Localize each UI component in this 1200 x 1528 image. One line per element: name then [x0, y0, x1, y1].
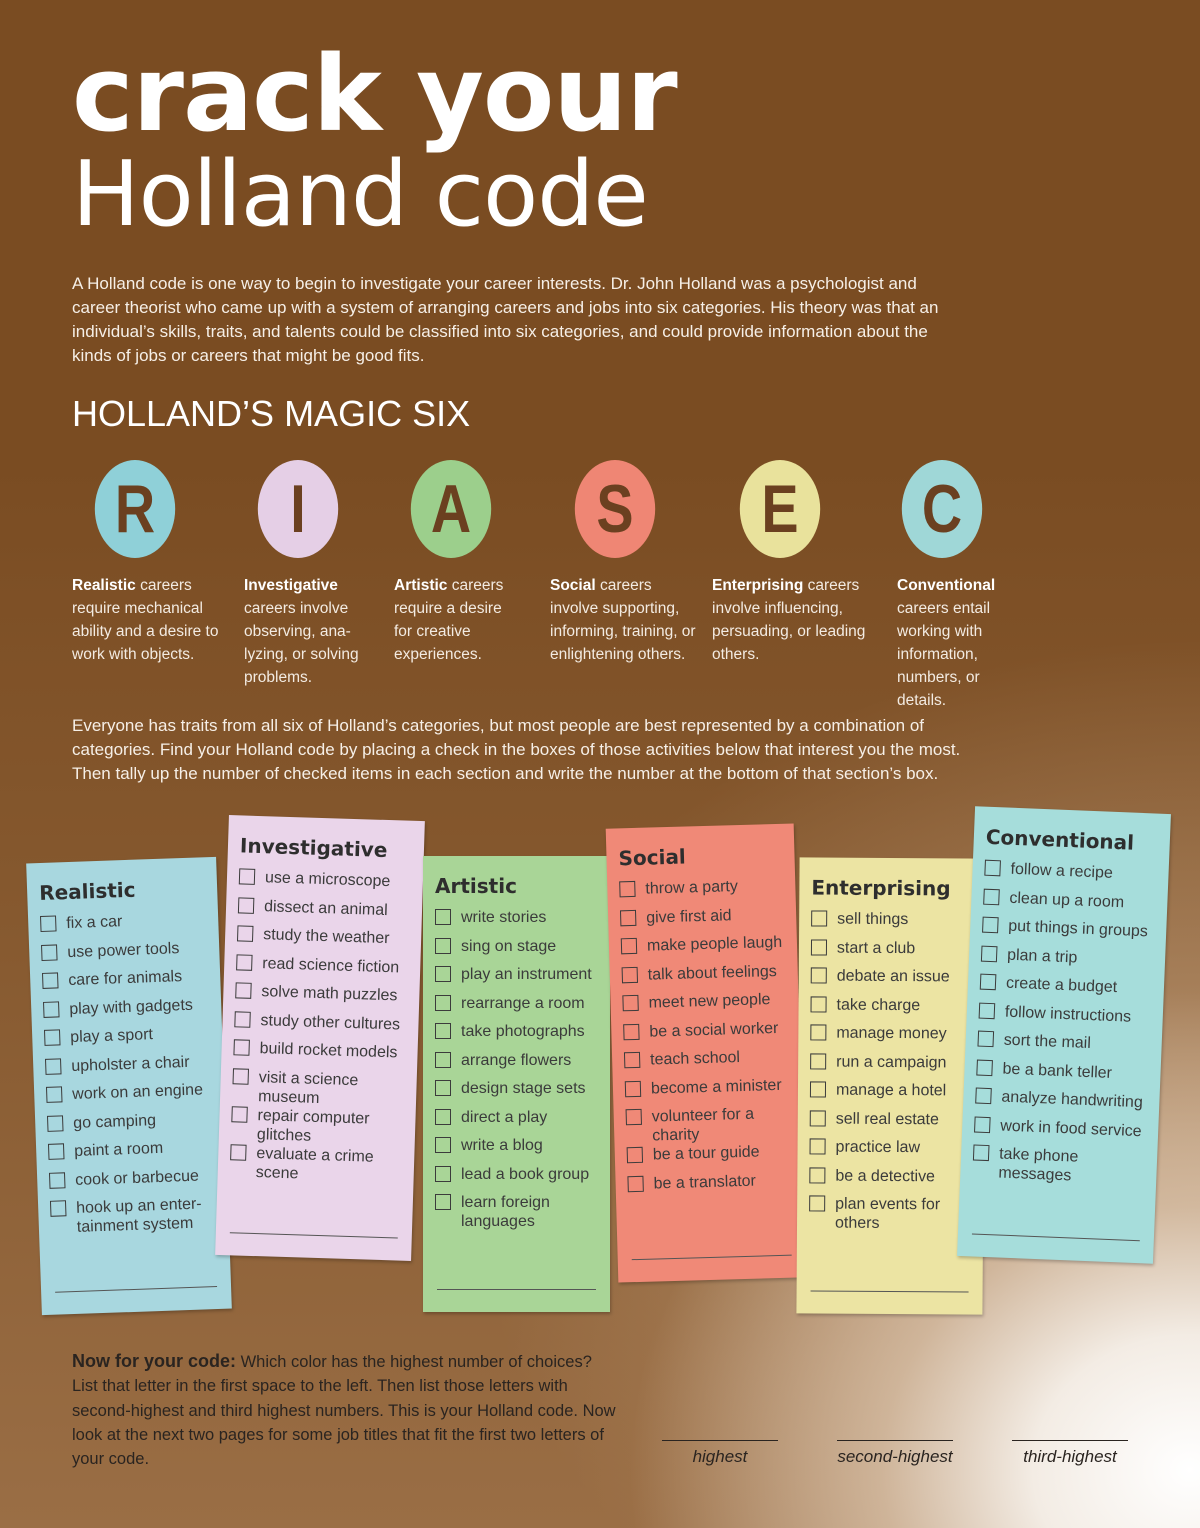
tally-line[interactable]: [972, 1233, 1140, 1241]
checkbox-item[interactable]: [625, 1075, 792, 1108]
checkbox[interactable]: [236, 954, 252, 970]
checkbox[interactable]: [435, 995, 451, 1011]
checkbox[interactable]: [435, 1137, 451, 1153]
checkbox[interactable]: [810, 1081, 826, 1097]
checkbox-label: play with gadgets: [68, 996, 194, 1018]
card-title: Artistic: [435, 874, 517, 898]
code-slot-line[interactable]: [662, 1440, 778, 1441]
checkbox-label: hook up an enter-tainment system: [75, 1195, 202, 1236]
letter-circle-r: R: [95, 460, 175, 558]
checkbox-label: work in food service: [999, 1117, 1142, 1140]
checkbox-label: care for animals: [67, 968, 183, 990]
checkbox-item[interactable]: [810, 1052, 974, 1082]
checkbox[interactable]: [435, 938, 451, 954]
card-investigative: [215, 815, 425, 1261]
checkbox-item[interactable]: [972, 1143, 1147, 1188]
checkbox-label: dissect an animal: [263, 897, 388, 919]
checkbox-label: clean up a room: [1009, 889, 1125, 911]
checkbox[interactable]: [44, 1029, 61, 1046]
checkbox[interactable]: [622, 966, 638, 982]
checkbox[interactable]: [976, 1059, 993, 1076]
checkbox-label: run a campaign: [836, 1053, 947, 1071]
checkbox-item[interactable]: [811, 966, 975, 996]
title-line-2: Holland code: [72, 142, 648, 247]
checkbox-label: write stories: [461, 909, 547, 926]
checkbox-label: solve math puzzles: [261, 983, 398, 1005]
checkbox-item[interactable]: [231, 1105, 406, 1148]
desc-enterprising: Enterprising careers involve influencing, persuading, or leading others.: [712, 577, 866, 663]
checkbox-label: volunteer for a charity: [651, 1105, 755, 1145]
checkbox-label: rearrange a room: [461, 994, 585, 1012]
checkbox[interactable]: [979, 1002, 996, 1019]
checkbox[interactable]: [625, 1080, 641, 1096]
checkbox-label: plan events for others: [834, 1195, 941, 1232]
checkbox[interactable]: [435, 1194, 451, 1210]
card-title: Investigative: [239, 833, 388, 863]
desc-artistic: Artistic careers require a desire for creative experiences.: [394, 577, 504, 663]
checkbox-label: arrange flowers: [461, 1051, 572, 1069]
checkbox[interactable]: [435, 1109, 451, 1125]
code-slot-label: second-highest: [837, 1447, 953, 1466]
checkbox-label: debate an issue: [836, 967, 950, 986]
checkbox[interactable]: [809, 1195, 825, 1211]
checkbox[interactable]: [627, 1175, 643, 1191]
card-realistic: [26, 857, 232, 1315]
checkbox[interactable]: [238, 897, 254, 913]
checkbox[interactable]: [623, 1023, 639, 1039]
checkbox[interactable]: [975, 1088, 992, 1105]
card-conventional: [957, 806, 1171, 1264]
checkbox[interactable]: [983, 888, 1000, 905]
checkbox-label: repair computer glitches: [256, 1106, 370, 1145]
checkbox-label: use a microscope: [264, 869, 391, 891]
checkbox[interactable]: [235, 982, 251, 998]
checkbox-item[interactable]: [435, 1136, 600, 1165]
checkbox[interactable]: [233, 1039, 249, 1055]
checkbox[interactable]: [810, 1024, 826, 1040]
card-title: Realistic: [38, 877, 136, 906]
instructions-paragraph: Everyone has traits from all six of Holland’s categories, but most people are best represented by a combination of categories. Find your Holland code by placing a check in the boxes of those activities below that interest you the most. Then tally up the number of checked items in each section and write the number at the bottom of that section’s box.: [72, 716, 961, 783]
code-slot-highest[interactable]: [662, 1440, 778, 1467]
checkbox-label: throw a party: [645, 878, 739, 898]
checkbox-label: manage money: [836, 1024, 947, 1043]
checkbox[interactable]: [811, 939, 827, 955]
code-slot-label: third-highest: [1023, 1447, 1117, 1466]
checkbox-label: sort the mail: [1003, 1031, 1092, 1053]
checkbox-item[interactable]: [810, 1023, 974, 1053]
checkbox-label: study the weather: [262, 926, 390, 948]
checkbox[interactable]: [977, 1031, 994, 1048]
title-line-1: crack your: [72, 33, 677, 155]
checkbox-label: put things in groups: [1007, 917, 1149, 941]
letter-circle-i: I: [258, 460, 338, 558]
checkbox-label: sing on stage: [461, 937, 557, 955]
checkbox[interactable]: [234, 1011, 250, 1027]
checkbox-item[interactable]: [435, 1051, 600, 1080]
checkbox-label: read science fiction: [262, 954, 400, 976]
checkbox-item[interactable]: [435, 965, 600, 994]
code-body: Which color has the highest number of choices? List that letter in the first space to the left. Then list those letters with second-highest and third highest numbers. This is your Holland code. Now look at the next two pages for some job titles that fit the first two letters of your code.: [72, 1353, 616, 1469]
checkbox-item[interactable]: [622, 990, 789, 1023]
checkbox-label: be a social worker: [649, 1019, 779, 1041]
checkbox[interactable]: [435, 909, 451, 925]
checkbox[interactable]: [811, 910, 827, 926]
checkbox-label: create a budget: [1005, 974, 1118, 997]
card-title: Enterprising: [811, 875, 951, 901]
checkbox-label: make people laugh: [646, 933, 783, 955]
checkbox-item[interactable]: [624, 1047, 791, 1080]
checkbox-item[interactable]: [50, 1194, 219, 1238]
checkbox[interactable]: [622, 995, 638, 1011]
code-lead: Now for your code:: [72, 1351, 237, 1371]
checkbox[interactable]: [811, 967, 827, 983]
checkbox[interactable]: [620, 909, 636, 925]
checkbox-item[interactable]: [623, 1018, 790, 1051]
checkbox-item[interactable]: [809, 1194, 973, 1233]
checkbox[interactable]: [810, 1138, 826, 1154]
checkbox[interactable]: [435, 966, 451, 982]
checkbox-label: play a sport: [69, 1026, 154, 1047]
checkbox[interactable]: [981, 945, 998, 962]
checkbox-label: talk about feelings: [647, 962, 777, 984]
checkbox-item[interactable]: [619, 876, 786, 909]
checkbox[interactable]: [231, 1106, 247, 1122]
checkbox-label: be a translator: [653, 1172, 757, 1193]
checkbox-label: take phone messages: [998, 1145, 1079, 1185]
checkbox-item[interactable]: [620, 904, 787, 937]
checkbox-label: sell real estate: [835, 1110, 939, 1128]
desc-realistic: Realistic careers require mechanical ability and a desire to work with objects.: [72, 577, 219, 663]
checkbox[interactable]: [809, 1167, 825, 1183]
checkbox[interactable]: [982, 917, 999, 934]
checkbox-item[interactable]: [435, 1022, 600, 1051]
code-slot-label: highest: [692, 1447, 748, 1466]
code-slot-line[interactable]: [837, 1440, 953, 1441]
checkbox-label: sell things: [837, 910, 909, 929]
tally-line[interactable]: [811, 1290, 969, 1292]
checkbox[interactable]: [810, 1053, 826, 1069]
checkbox[interactable]: [43, 1001, 60, 1018]
checkbox-label: cook or barbecue: [74, 1167, 200, 1189]
card-social: [606, 823, 807, 1282]
checkbox-label: upholster a chair: [70, 1053, 190, 1075]
checkbox-item[interactable]: [621, 933, 788, 966]
checkbox-item[interactable]: [435, 994, 600, 1023]
checkbox[interactable]: [621, 938, 637, 954]
checkbox-item[interactable]: [232, 1067, 407, 1110]
checkbox-item[interactable]: [622, 961, 789, 994]
card-title: Conventional: [985, 824, 1135, 855]
code-slot-third-highest[interactable]: [1012, 1440, 1128, 1467]
desc-conventional: Conventional careers entail working with information, numbers, or details.: [897, 577, 996, 709]
checkbox[interactable]: [973, 1144, 990, 1161]
checkbox-label: take charge: [836, 996, 921, 1014]
magic-six-heading: HOLLAND’S MAGIC SIX: [72, 393, 471, 434]
code-instructions: [72, 1349, 617, 1471]
desc-investigative: Investigative careers involve observing, ana-lyzing, or solving problems.: [244, 577, 359, 686]
checkbox-item[interactable]: [627, 1170, 794, 1203]
checkbox-label: start a club: [836, 939, 916, 957]
checkbox-item[interactable]: [810, 1080, 974, 1110]
checkbox-label: become a minister: [650, 1076, 782, 1098]
checkbox[interactable]: [811, 996, 827, 1012]
checkbox-label: plan a trip: [1006, 946, 1078, 966]
tally-line[interactable]: [437, 1289, 596, 1290]
checkbox-label: paint a room: [73, 1139, 164, 1160]
checkbox-label: follow instructions: [1004, 1003, 1132, 1026]
checkbox[interactable]: [45, 1058, 62, 1075]
checkbox-label: be a detective: [835, 1167, 936, 1185]
checkbox-label: work on an engine: [71, 1081, 204, 1103]
intro-paragraph: A Holland code is one way to begin to investigate your career interests. Dr. John Holland was a psychologist and career theorist who came up with a system of arranging careers and jobs into six categories. His theory was that an individual’s skills, traits, and talents could be classified into six categories, and could provide information about the kinds of jobs or careers that might be good fits.: [72, 274, 939, 365]
checkbox-label: visit a science museum: [257, 1068, 359, 1107]
checkbox-item[interactable]: [626, 1104, 793, 1147]
checkbox-item[interactable]: [809, 1137, 973, 1167]
checkbox[interactable]: [435, 1052, 451, 1068]
checkbox[interactable]: [40, 915, 57, 932]
checkbox-item[interactable]: [627, 1142, 794, 1175]
tally-line[interactable]: [632, 1255, 792, 1260]
checkbox-item[interactable]: [435, 1165, 600, 1194]
checkbox-item[interactable]: [435, 937, 600, 966]
checkbox[interactable]: [48, 1143, 65, 1160]
checkbox[interactable]: [230, 1144, 246, 1160]
checkbox[interactable]: [239, 868, 255, 884]
checkbox[interactable]: [435, 1080, 451, 1096]
checkbox[interactable]: [49, 1172, 66, 1189]
checkbox-item[interactable]: [809, 1166, 973, 1196]
checkbox[interactable]: [237, 925, 253, 941]
checkbox[interactable]: [50, 1200, 67, 1217]
checkbox[interactable]: [810, 1110, 826, 1126]
checkbox[interactable]: [435, 1166, 451, 1182]
checkbox[interactable]: [233, 1068, 249, 1084]
checkbox-label: direct a play: [461, 1108, 548, 1126]
checkbox[interactable]: [627, 1147, 643, 1163]
card-artistic: [423, 856, 610, 1312]
checkbox-label: play an instrument: [461, 966, 592, 983]
checkbox-label: be a bank teller: [1002, 1060, 1113, 1082]
checkbox-label: be a tour guide: [652, 1143, 760, 1164]
checkbox-label: practice law: [835, 1138, 921, 1157]
checkbox-item[interactable]: [811, 909, 975, 939]
letter-circle-s: S: [575, 460, 655, 558]
checkbox-label: take photographs: [461, 1023, 585, 1040]
code-slot-second-highest[interactable]: [837, 1440, 953, 1467]
checkbox-label: write a blog: [461, 1137, 543, 1154]
checkbox[interactable]: [46, 1086, 63, 1103]
checkbox-label: lead a book group: [461, 1165, 590, 1183]
checkbox-item[interactable]: [435, 908, 600, 937]
checkbox[interactable]: [624, 1052, 640, 1068]
desc-social: Social careers involve supporting, informing, training, or enlightening others.: [550, 577, 696, 663]
checkbox[interactable]: [47, 1115, 64, 1132]
checkbox[interactable]: [42, 972, 59, 989]
checkbox-label: follow a recipe: [1010, 860, 1114, 882]
checkbox-label: fix a car: [65, 913, 123, 933]
checkbox-label: study other cultures: [260, 1011, 401, 1034]
checkbox-item[interactable]: [810, 1109, 974, 1139]
checkbox-label: manage a hotel: [835, 1081, 947, 1100]
checkbox-item[interactable]: [811, 938, 975, 968]
checkbox-item[interactable]: [435, 1193, 600, 1231]
checkbox-item[interactable]: [435, 1079, 600, 1108]
checkbox-label: teach school: [649, 1049, 741, 1069]
checkbox[interactable]: [626, 1109, 642, 1125]
checkbox-label: design stage sets: [461, 1080, 586, 1097]
checkbox[interactable]: [980, 974, 997, 991]
checkbox[interactable]: [974, 1116, 991, 1133]
code-slot-line[interactable]: [1012, 1440, 1128, 1441]
letter-circle-a: A: [411, 460, 491, 558]
checkbox-item[interactable]: [810, 995, 974, 1025]
checkbox[interactable]: [619, 881, 635, 897]
letter-circle-c: C: [902, 460, 982, 558]
checkbox-label: go camping: [72, 1111, 157, 1132]
checkbox-label: give first aid: [645, 906, 732, 927]
checkbox-label: analyze handwriting: [1001, 1088, 1144, 1112]
tally-line[interactable]: [230, 1232, 398, 1238]
checkbox-item[interactable]: [229, 1143, 404, 1186]
tally-line[interactable]: [55, 1286, 217, 1293]
checkbox[interactable]: [435, 1023, 451, 1039]
letter-circle-e: E: [740, 460, 820, 558]
checkbox-item[interactable]: [435, 1108, 600, 1137]
checkbox[interactable]: [984, 860, 1001, 877]
checkbox-label: meet new people: [648, 991, 771, 1012]
checkbox-label: use power tools: [66, 939, 180, 961]
checkbox-label: evaluate a crime scene: [255, 1144, 374, 1182]
card-title: Social: [618, 844, 687, 871]
checkbox-label: learn foreign languages: [461, 1194, 550, 1230]
checkbox-label: build rocket models: [259, 1040, 398, 1062]
checkbox[interactable]: [41, 944, 58, 961]
